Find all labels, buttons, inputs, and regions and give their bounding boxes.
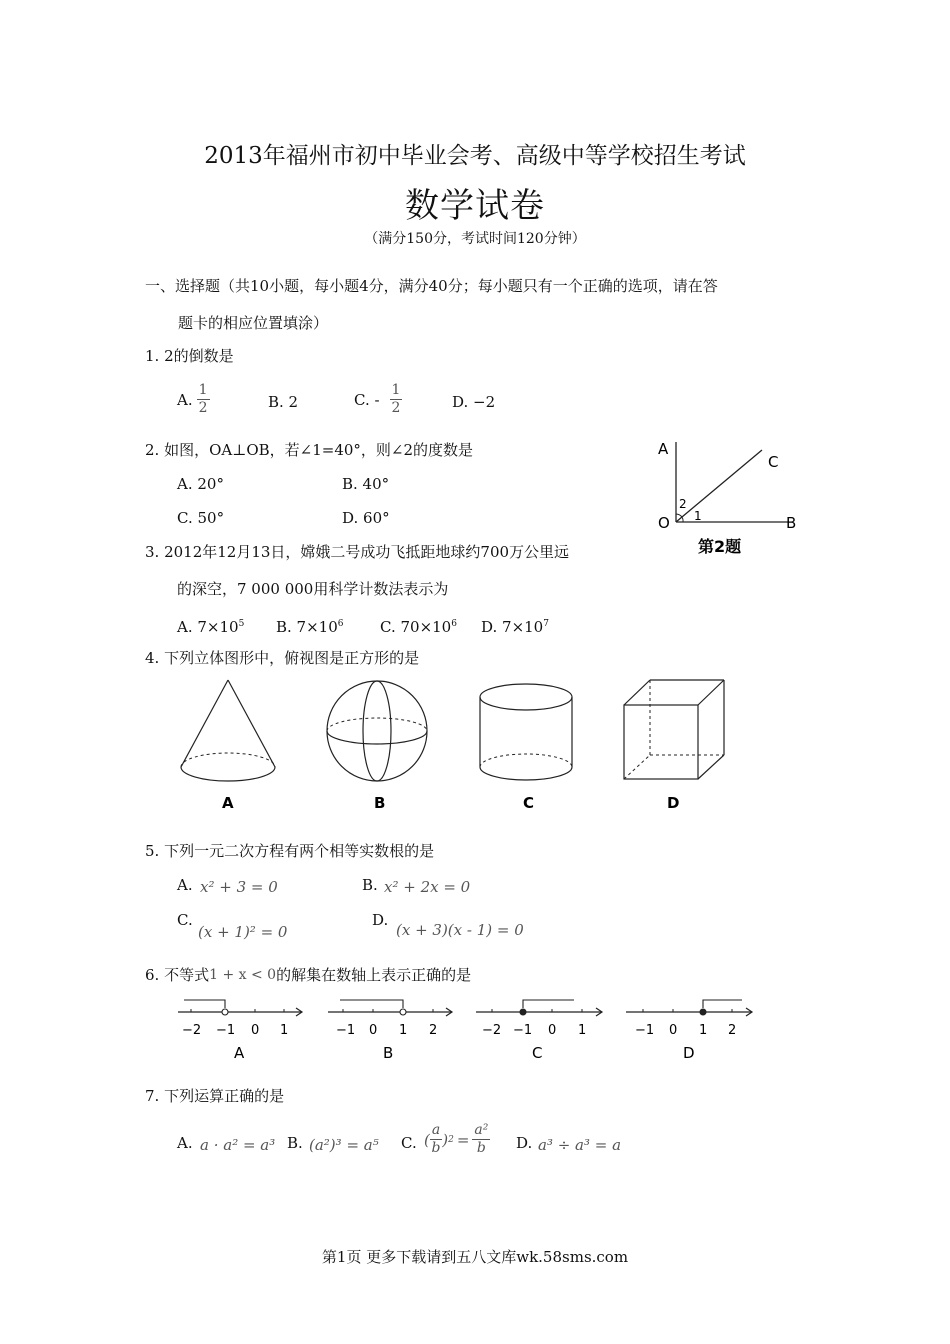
- number-line-c: [476, 1000, 602, 1062]
- q1-a-fraction: [197, 382, 210, 417]
- q5-option-d-expr: (x + 3)(x - 1) = 0: [396, 921, 524, 939]
- q2-option-c: C. 50°: [177, 509, 225, 527]
- q3-option-c: [380, 614, 457, 637]
- axis-b-tick-3: 2: [429, 1023, 438, 1038]
- q7-c-lhs-fraction: [430, 1122, 442, 1157]
- section-heading-cont: 题卡的相应位置填涂）: [178, 314, 329, 332]
- q6-number-lines: [170, 992, 770, 1067]
- q4-label-a: A: [222, 794, 234, 812]
- q1-c-label: C. -: [354, 390, 380, 409]
- axis-d-tick-3: 2: [728, 1023, 737, 1038]
- q5-option-b-label: B.: [362, 876, 378, 894]
- cylinder-figure: [480, 684, 572, 780]
- axis-b-tick-2: 1: [399, 1023, 408, 1038]
- q5-option-c-expr: (x + 1)² = 0: [198, 923, 288, 941]
- q7-option-c-label: C.: [401, 1134, 417, 1152]
- page-footer: 第1页 更多下载请到五八文库wk.58sms.com: [321, 1248, 629, 1266]
- cube-figure: [624, 680, 724, 779]
- q1-option-a: [177, 382, 210, 417]
- q5-stem: 5. 下列一元二次方程有两个相等实数根的是: [145, 842, 435, 860]
- q1-c-numerator: 1: [391, 382, 401, 398]
- q7-option-d-label: D.: [516, 1134, 533, 1152]
- q3-c-exponent: 6: [451, 619, 457, 629]
- q6-label-a: A: [234, 1044, 245, 1062]
- q7-c-rhs-fraction: [472, 1122, 490, 1157]
- q6-label-d: D: [683, 1044, 695, 1062]
- q2-figure: [650, 430, 810, 565]
- q1-option-b: B. 2: [268, 393, 299, 411]
- axis-d-tick-0: −1: [635, 1023, 655, 1038]
- q3-b-exponent: 6: [337, 619, 344, 629]
- axis-a-tick-1: −1: [216, 1023, 236, 1038]
- q5-option-a-label: A.: [177, 876, 193, 894]
- axis-d-tick-2: 1: [699, 1023, 708, 1038]
- q1-c-fraction: [390, 382, 403, 417]
- angle-2-arc: [676, 514, 682, 517]
- number-line-a: [178, 1000, 302, 1062]
- number-line-d: [626, 1000, 752, 1062]
- q3-option-d: [481, 614, 549, 637]
- q7-c-lhs-num: a: [431, 1122, 441, 1138]
- point-a-label: A: [658, 440, 669, 458]
- q7-option-c-expr: ( $\frac{a}{b}$ ) 2 = $\frac{\text{a²}}{b}$: [424, 1122, 489, 1156]
- axis-b-tick-0: −1: [336, 1023, 356, 1038]
- q6-inequality: 1 + x < 0: [209, 967, 277, 983]
- q3-stem-line1: 3. 2012年12月13日，嫦娥二号成功飞抵距地球约700万公里远: [145, 543, 570, 561]
- q3-option-a: [177, 614, 244, 637]
- axis-b-tick-1: 0: [369, 1023, 378, 1038]
- q4-label-c: C: [523, 794, 535, 812]
- q3-c-base: C. 70×10: [380, 618, 452, 636]
- q3-a-base: A. 7×10: [177, 618, 239, 636]
- q1-option-d: D. −2: [452, 393, 496, 411]
- q1-a-numerator: 1: [198, 382, 208, 398]
- q5-option-d-label: D.: [372, 911, 389, 929]
- subject-title: 数学试卷: [405, 186, 545, 226]
- ray-oc: [676, 450, 762, 522]
- q5-option-a-expr: x² + 3 = 0: [200, 878, 278, 896]
- exam-title: 2013年福州市初中毕业会考、高级中等学校招生考试: [204, 143, 746, 169]
- q6-stem-pre: 6. 不等式: [145, 966, 210, 984]
- exam-note: （满分150分，考试时间120分钟）: [364, 231, 586, 247]
- q1-a-denominator: 2: [198, 400, 208, 416]
- q2-option-a: A. 20°: [177, 475, 224, 493]
- q2-option-b: B. 40°: [342, 475, 390, 493]
- q7-option-d-expr: a³ ÷ a³ = a: [538, 1136, 622, 1154]
- q5-option-b-expr: x² + 2x = 0: [384, 878, 471, 896]
- q3-stem-line2: 的深空，7 000 000用科学计数法表示为: [177, 580, 449, 598]
- sphere-figure: [327, 681, 427, 781]
- q4-stem: 4. 下列立体图形中，俯视图是正方形的是: [145, 649, 420, 667]
- q4-solids-figure: [170, 675, 760, 815]
- q7-option-a-expr: a · a² = a³: [200, 1136, 276, 1154]
- q2-caption: 第2题: [698, 537, 742, 556]
- q4-label-d: D: [667, 794, 680, 812]
- point-o-label: O: [658, 514, 670, 532]
- axis-c-tick-2: 0: [548, 1023, 557, 1038]
- axis-c-tick-0: −2: [482, 1023, 502, 1038]
- q2-stem: 2. 如图，OA⊥OB，若∠1=40°，则∠2的度数是: [145, 441, 474, 459]
- q1-c-denominator: 2: [391, 400, 401, 416]
- q3-b-base: B. 7×10: [276, 618, 338, 636]
- q3-a-exponent: 5: [238, 619, 245, 629]
- q7-stem: 7. 下列运算正确的是: [145, 1087, 285, 1105]
- number-line-b: [328, 1000, 452, 1062]
- q4-label-b: B: [374, 794, 386, 812]
- axis-c-tick-3: 1: [578, 1023, 587, 1038]
- point-b-label: B: [786, 514, 797, 532]
- q1-a-label: A.: [177, 390, 193, 409]
- q7-option-b-label: B.: [287, 1134, 303, 1152]
- q7-c-power: 2: [448, 1134, 454, 1145]
- q1-stem: 1. 2的倒数是: [145, 347, 234, 365]
- axis-a-tick-2: 0: [251, 1023, 260, 1038]
- q1-option-c: [354, 382, 402, 417]
- angle-1-label: 1: [694, 509, 702, 523]
- q5-option-c-label: C.: [177, 911, 193, 929]
- q6-label-c: C: [532, 1044, 543, 1062]
- q7-option-a-label: A.: [177, 1134, 193, 1152]
- q3-d-exponent: 7: [543, 619, 549, 629]
- q3-option-b: [276, 614, 344, 637]
- point-c-label: C: [768, 453, 779, 471]
- axis-a-tick-0: −2: [182, 1023, 202, 1038]
- q2-option-d: D. 60°: [342, 509, 390, 527]
- axis-a-tick-3: 1: [280, 1023, 289, 1038]
- axis-d-tick-1: 0: [669, 1023, 678, 1038]
- axis-c-tick-1: −1: [513, 1023, 533, 1038]
- q6-stem: [145, 965, 471, 985]
- q7-c-rhs-num: a²: [474, 1122, 489, 1138]
- q3-d-base: D. 7×10: [481, 618, 544, 636]
- q6-stem-post: 的解集在数轴上表示正确的是: [276, 966, 472, 984]
- q6-label-b: B: [383, 1044, 394, 1062]
- q7-option-b-expr: (a²)³ = a⁵: [309, 1136, 379, 1154]
- section-heading: 一、选择题（共10小题，每小题4分，满分40分；每小题只有一个正确的选项，请在答: [145, 277, 718, 295]
- q7-c-rhs-den: b: [476, 1140, 486, 1156]
- q7-c-lhs-den: b: [431, 1140, 441, 1156]
- angle-2-label: 2: [679, 497, 687, 511]
- cone-figure: [181, 680, 275, 781]
